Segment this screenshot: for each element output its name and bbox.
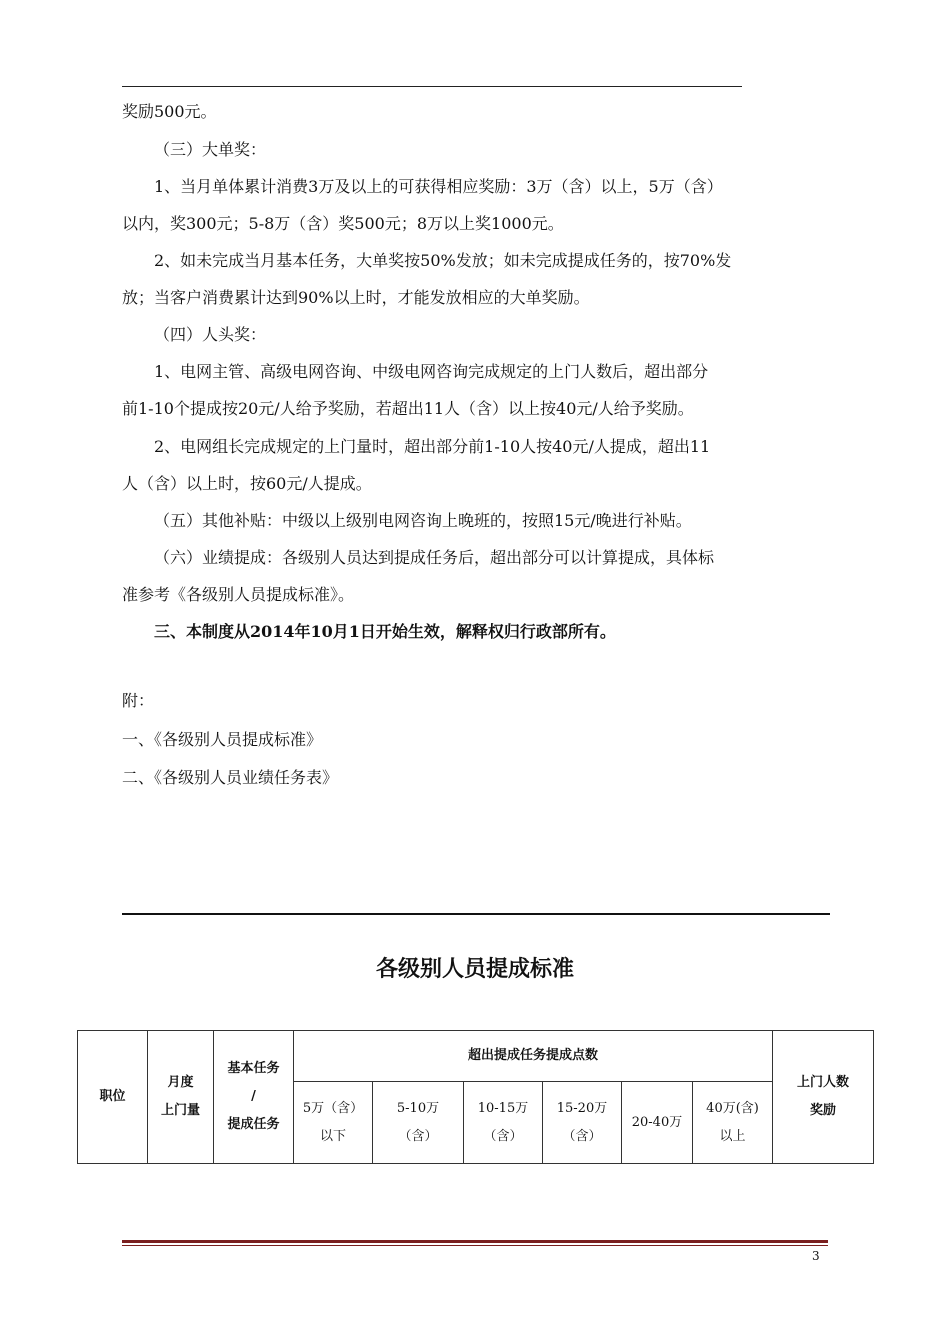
tier-line: （含） xyxy=(562,1128,602,1144)
header-task xyxy=(214,1031,294,1164)
header-task-line: 提成任务 xyxy=(227,1117,280,1132)
header-visits-line: 月度 xyxy=(167,1075,194,1090)
paragraph-line: （四）人头奖： xyxy=(154,325,267,344)
paragraph-line: （三）大单奖： xyxy=(154,140,267,159)
paragraph-line: 2、电网组长完成规定的上门量时，超出部分前1-10人按40元/人提成，超出11 xyxy=(154,437,711,456)
paragraph-line: （六）业绩提成：各级别人员达到提成任务后，超出部分可以计算提成，具体标 xyxy=(154,548,715,567)
header-reward-line: 上门人数 xyxy=(797,1075,850,1090)
paragraph-line: 人（含）以上时，按60元/人提成。 xyxy=(122,474,372,493)
paragraph-line: 放；当客户消费累计达到90%以上时，才能发放相应的大单奖励。 xyxy=(122,288,590,307)
effective-date-clause: 三、本制度从2014年10月1日开始生效，解释权归行政部所有。 xyxy=(154,622,616,641)
appendix-item: 一、《各级别人员提成标准》 xyxy=(122,730,323,749)
commission-standard-table xyxy=(77,1030,874,1164)
paragraph-line: 准参考《各级别人员提成标准》。 xyxy=(122,585,355,604)
tier-line: 40万(含) xyxy=(706,1100,759,1116)
appendix-item: 二、《各级别人员业绩任务表》 xyxy=(122,768,339,787)
tier-line: 20-40万 xyxy=(631,1114,683,1130)
header-visits-line: 上门量 xyxy=(160,1103,200,1118)
tier-header xyxy=(294,1082,373,1164)
header-position: 职位 xyxy=(78,1031,148,1164)
section-title: 各级别人员提成标准 xyxy=(375,957,574,982)
header-reward-line: 奖励 xyxy=(810,1103,837,1118)
header-task-line: 基本任务 xyxy=(227,1061,280,1076)
tier-line: 以上 xyxy=(719,1128,746,1144)
tier-header xyxy=(373,1082,464,1164)
paragraph-line: 1、当月单体累计消费3万及以上的可获得相应奖励：3万（含）以上，5万（含） xyxy=(154,177,723,196)
header-monthly-visits xyxy=(148,1031,214,1164)
section-rule xyxy=(122,913,830,915)
tier-header xyxy=(464,1082,543,1164)
paragraph-line: 前1-10个提成按20元/人给予奖励，若超出11人（含）以上按40元/人给予奖励。 xyxy=(122,399,694,418)
paragraph-line: 1、电网主管、高级电网咨询、中级电网咨询完成规定的上门人数后，超出部分 xyxy=(154,362,709,381)
footer-rule-thin xyxy=(122,1245,828,1246)
header-rule xyxy=(122,86,742,87)
tier-header xyxy=(622,1082,693,1164)
tier-header xyxy=(693,1082,773,1164)
paragraph-line: 奖励500元。 xyxy=(122,102,217,121)
paragraph-line: （五）其他补贴：中级以上级别电网咨询上晚班的，按照15元/晚进行补贴。 xyxy=(154,511,692,530)
header-task-line: / xyxy=(251,1089,256,1104)
paragraph-line: 以内，奖300元；5-8万（含）奖500元；8万以上奖1000元。 xyxy=(122,214,564,233)
header-commission-points: 超出提成任务提成点数 xyxy=(294,1031,773,1082)
tier-line: 5万（含） xyxy=(302,1100,364,1116)
tier-line: （含） xyxy=(398,1128,438,1144)
tier-line: （含） xyxy=(483,1128,523,1144)
footer-rule xyxy=(122,1240,828,1243)
appendix-heading: 附： xyxy=(122,691,155,710)
page-number: 3 xyxy=(812,1249,820,1263)
header-visit-reward xyxy=(773,1031,874,1164)
tier-header xyxy=(543,1082,622,1164)
paragraph-line: 2、如未完成当月基本任务，大单奖按50%发放；如未完成提成任务的，按70%发 xyxy=(154,251,732,270)
tier-line: 以下 xyxy=(319,1128,346,1144)
tier-line: 10-15万 xyxy=(477,1100,529,1116)
tier-line: 15-20万 xyxy=(556,1100,608,1116)
tier-line: 5-10万 xyxy=(396,1100,440,1116)
